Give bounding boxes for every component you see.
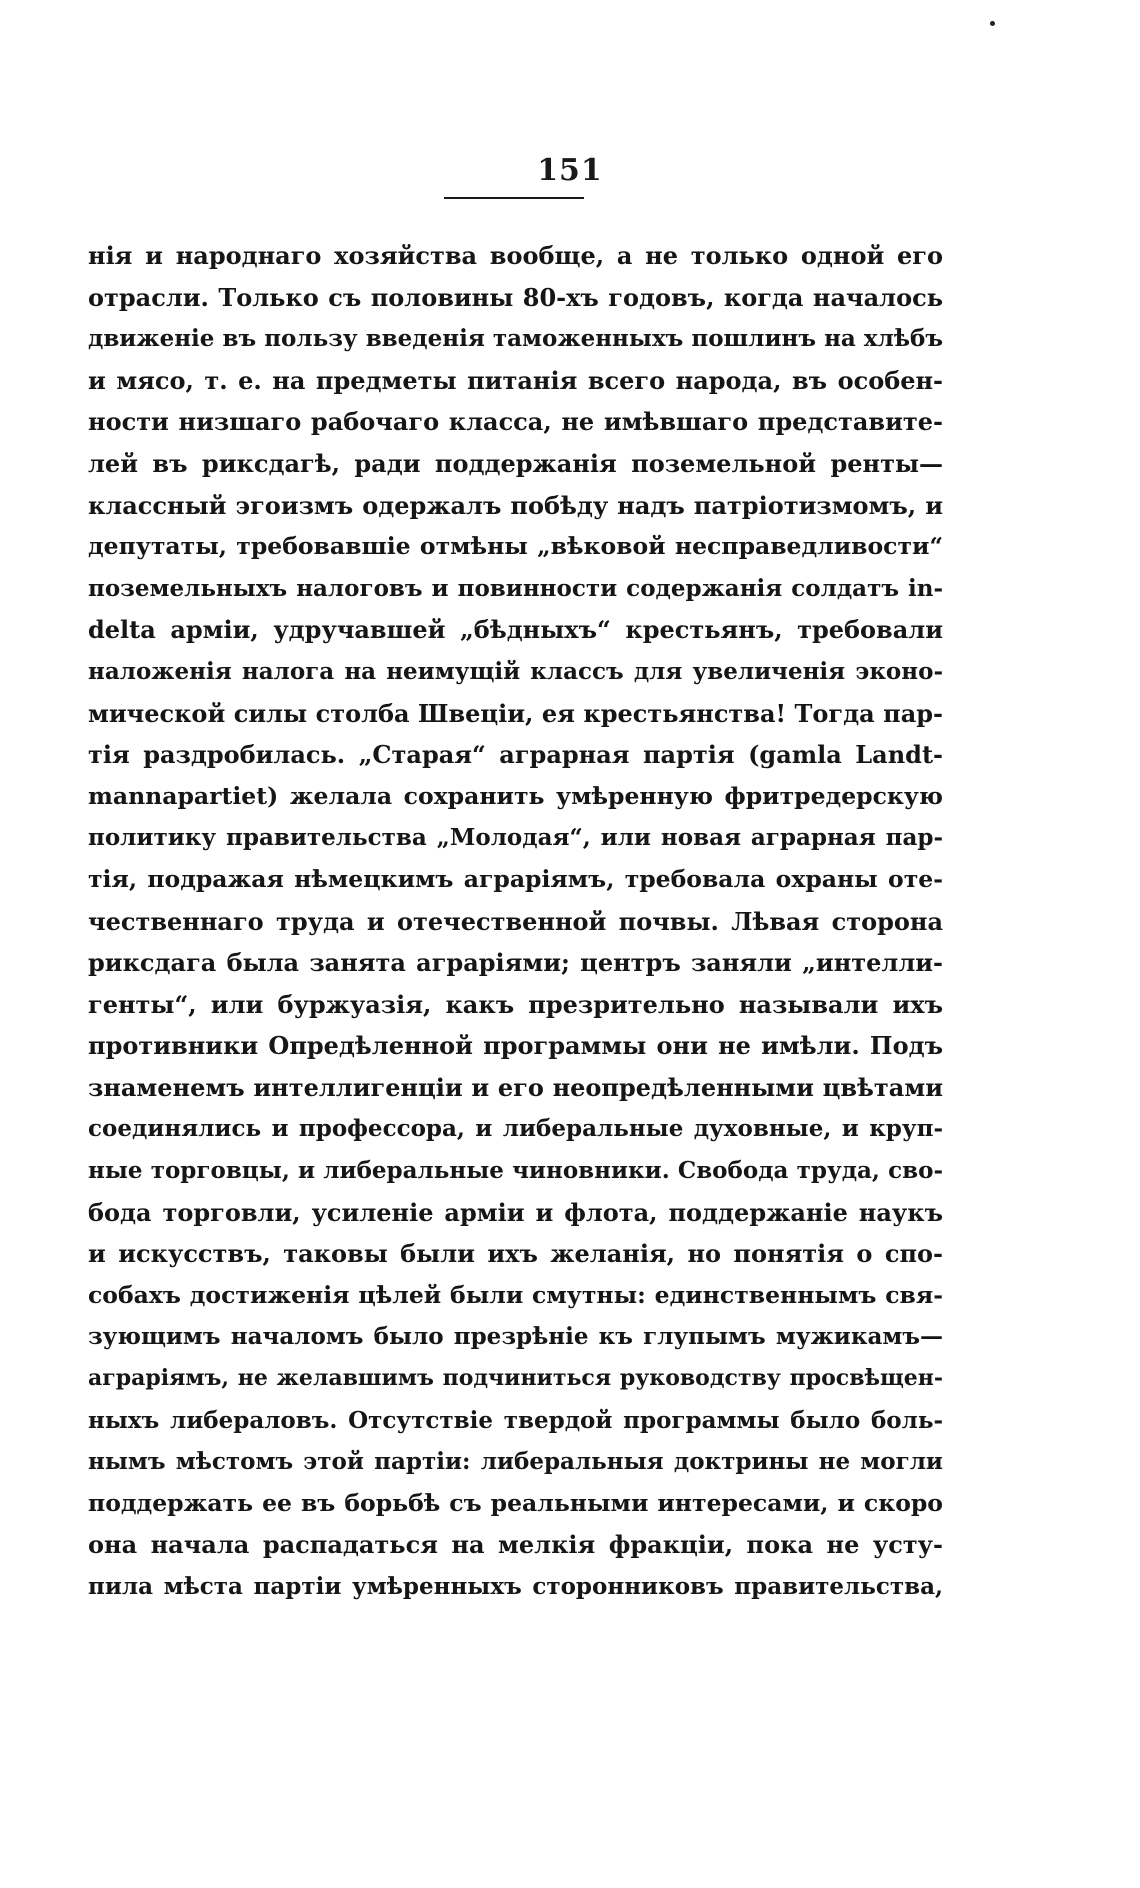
text-line: депутаты, требовавшіе отмѣны „вѣковой несправедливости“ bbox=[88, 532, 943, 561]
text-line: ности низшаго рабочаго класса, не имѣвшаго представите- bbox=[88, 407, 943, 437]
text-line: чественнаго труда и отечественной почвы. Лѣвая сторона bbox=[88, 906, 943, 936]
text-line: пила мѣста партіи умѣренныхъ сторонниковъ правительства, bbox=[88, 1573, 943, 1600]
text-line: и искусствъ, таковы были ихъ желанія, но понятія о спо- bbox=[88, 1239, 943, 1269]
text-line: нымъ мѣстомъ этой партіи: либеральныя доктрины не могли bbox=[88, 1448, 943, 1476]
text-line: и мясо, т. е. на предметы питанія всего народа, въ особен- bbox=[88, 365, 943, 395]
text-line: зующимъ началомъ было презрѣніе къ глупымъ мужикамъ— bbox=[88, 1323, 943, 1351]
text-line: тія, подражая нѣмецкимъ аграріямъ, требовала охраны оте- bbox=[88, 864, 943, 893]
text-line: знаменемъ интеллигенціи и его неопредѣленными цвѣтами bbox=[88, 1072, 943, 1102]
text-line: она начала распадаться на мелкія фракціи, пока не усту- bbox=[88, 1530, 943, 1560]
text-line: нія и народнаго хозяйства вообще, а не только одной его bbox=[88, 241, 943, 270]
text-line: наложенія налога на неимущій классъ для увеличенія эконо- bbox=[88, 657, 943, 685]
text-line: риксдага была занята аграріями; центръ заняли „интелли- bbox=[88, 948, 943, 978]
text-line: движеніе въ пользу введенія таможенныхъ пошлинъ на хлѣбъ bbox=[88, 325, 943, 353]
text-line: аграріямъ, не желавшимъ подчиниться руководству просвѣщен- bbox=[88, 1365, 943, 1392]
text-line: мической силы столба Швеціи, ея крестьянства! Тогда пар- bbox=[88, 698, 943, 728]
text-line: поддержать ее въ борьбѣ съ реальными интересами, и скоро bbox=[88, 1488, 943, 1517]
text-line: отрасли. Только съ половины 80-хъ годовъ, когда началось bbox=[88, 282, 943, 312]
text-line: тія раздробилась. „Старая“ аграрная партія (gamla Landt- bbox=[88, 740, 943, 770]
text-line: mannapartiet) желала сохранить умѣренную фритредерскую bbox=[88, 781, 943, 810]
text-line: классный эгоизмъ одержалъ побѣду надъ патріотизмомъ, и bbox=[88, 490, 943, 520]
text-line: ные торговцы, и либеральные чиновники. Свобода труда, сво- bbox=[88, 1157, 943, 1185]
text-line: delta арміи, удручавшей „бѣдныхъ“ крестьянъ, требовали bbox=[88, 615, 943, 645]
header-rule bbox=[444, 197, 584, 199]
text-line: политику правительства „Молодая“, или новая аграрная пар- bbox=[88, 824, 943, 852]
page-header bbox=[0, 153, 1140, 188]
page-number: 151 bbox=[537, 153, 603, 188]
text-line: поземельныхъ налоговъ и повинности содержанія солдатъ in- bbox=[88, 574, 943, 602]
body-text bbox=[88, 235, 943, 1608]
text-line: противники Опредѣленной программы они не имѣли. Подъ bbox=[88, 1031, 943, 1061]
text-line: бода торговли, усиленіе арміи и флота, поддержаніе наукъ bbox=[88, 1197, 943, 1227]
text-line: генты“, или буржуазія, какъ презрительно называли ихъ bbox=[88, 989, 943, 1019]
text-line: соединялись и профессора, и либеральные духовные, и круп- bbox=[88, 1115, 943, 1143]
ink-speck bbox=[990, 21, 995, 26]
text-line: ныхъ либераловъ. Отсутствіе твердой программы было боль- bbox=[88, 1406, 943, 1434]
text-line: собахъ достиженія цѣлей были смутны: единственнымъ свя- bbox=[88, 1280, 943, 1309]
text-line: лей въ риксдагѣ, ради поддержанія поземельной ренты— bbox=[88, 448, 943, 478]
